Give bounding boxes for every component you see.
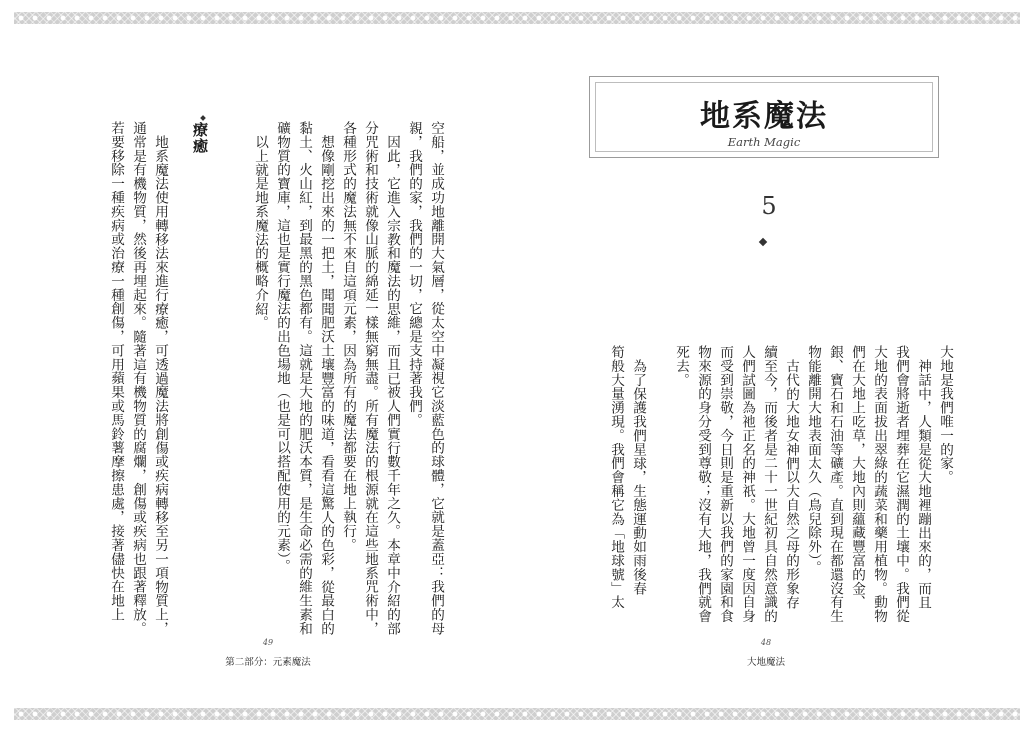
section-heading: 療癒 bbox=[191, 122, 209, 154]
bottom-decorative-border bbox=[14, 708, 1020, 720]
running-header: 大地魔法 bbox=[746, 657, 785, 668]
chapter-subtitle: Earth Magic bbox=[727, 135, 801, 149]
text-column: 筍般大量湧現。我們會稱它為「地球號」太 bbox=[608, 345, 624, 610]
text-column: 為了保護我們星球，生態運動如雨後春 bbox=[630, 359, 646, 596]
text-column: 各種形式的魔法無不來自這項元素，因為所有的魔法都要在地上執行。 bbox=[340, 121, 356, 552]
chapter-title: 地系魔法 bbox=[700, 99, 828, 134]
text-column: 物來源的身分受到尊敬；沒有大地，我們就會 bbox=[695, 345, 711, 623]
text-column: 續至今，而後者是二十一世紀初具自然意識的 bbox=[761, 345, 777, 623]
text-column: 空船，並成功地離開大氣層，從太空中凝視它淡藍色的球體，它就是蓋亞：我們的母 bbox=[428, 121, 444, 636]
text-column: 們在大地上吃草，大地內則蘊藏豐富的金、 bbox=[849, 345, 865, 610]
text-column: 通常是有機物質，然後再埋起來。隨著這有機物質的腐爛，創傷或疾病也跟著釋放。 bbox=[130, 121, 146, 636]
text-column: 地系魔法使用轉移法來進行療癒，可透過魔法將創傷或疾病轉移至另一項物質上， bbox=[152, 135, 168, 636]
running-header: 第二部分：元素魔法 bbox=[225, 657, 311, 668]
text-column: 神話中，人類是從大地裡蹦出來的，而且 bbox=[915, 359, 931, 610]
chapter-title-frame bbox=[589, 76, 939, 158]
page-number: 49 bbox=[262, 638, 274, 647]
text-column: 因此，它進入宗教和魔法的思維，而且已被人們實行數千年之久。本章中介紹的部 bbox=[384, 135, 400, 636]
text-column: 死去。 bbox=[673, 345, 689, 387]
page-number: 48 bbox=[760, 638, 772, 647]
text-column: 大地是我們唯一的家。 bbox=[937, 345, 953, 484]
section-heading-marker-icon bbox=[200, 115, 206, 121]
chapter-number: 5 bbox=[761, 192, 777, 220]
text-column: 親，我們的家，我們的一切，它總是支持著我們。 bbox=[406, 121, 422, 427]
text-column: 想像剛挖出來的一把土，聞聞肥沃土壤豐富的味道，看看這驚人的色彩，從最白的 bbox=[318, 135, 334, 636]
left-page bbox=[14, 26, 519, 706]
right-page bbox=[519, 26, 1020, 706]
top-decorative-border bbox=[14, 12, 1020, 24]
text-column: 以上就是地系魔法的概略介紹。 bbox=[252, 135, 268, 330]
text-column: 銀、寶石和石油等礦產。直到現在都還沒有生 bbox=[827, 345, 843, 623]
diamond-ornament-icon bbox=[759, 238, 767, 246]
text-column: 人們試圖為祂正名的神祇。大地曾一度因自身 bbox=[739, 345, 755, 623]
text-column: 而受到崇敬，今日則是重新以我們的家園和食 bbox=[717, 345, 733, 623]
text-column: 我們會將逝者埋葬在它濕潤的土壤中。我們從 bbox=[893, 345, 909, 623]
text-column: 若要移除一種疾病或治療一種創傷，可用蘋果或馬鈴薯摩擦患處，接著儘快在地上 bbox=[108, 121, 124, 622]
text-column: 大地的表面拔出翠綠的蔬菜和藥用植物。動物 bbox=[871, 345, 887, 623]
text-column: 分咒術和技術就像山脈的綿延一樣無窮無盡。所有魔法的根源就在這些地系咒術中， bbox=[362, 121, 378, 636]
text-column: 礦物質的寶庫，這也是實行魔法的出色場地（也是可以搭配使用的元素）。 bbox=[274, 121, 290, 573]
text-column: 黏土、火山紅，到最黑的黑色都有。這就是大地的肥沃本質，是生命必需的維生素和 bbox=[296, 121, 312, 636]
text-column: 物能離開大地表面太久（鳥兒除外）。 bbox=[805, 345, 821, 575]
text-column: 古代的大地女神們以大自然之母的形象存 bbox=[783, 359, 799, 610]
